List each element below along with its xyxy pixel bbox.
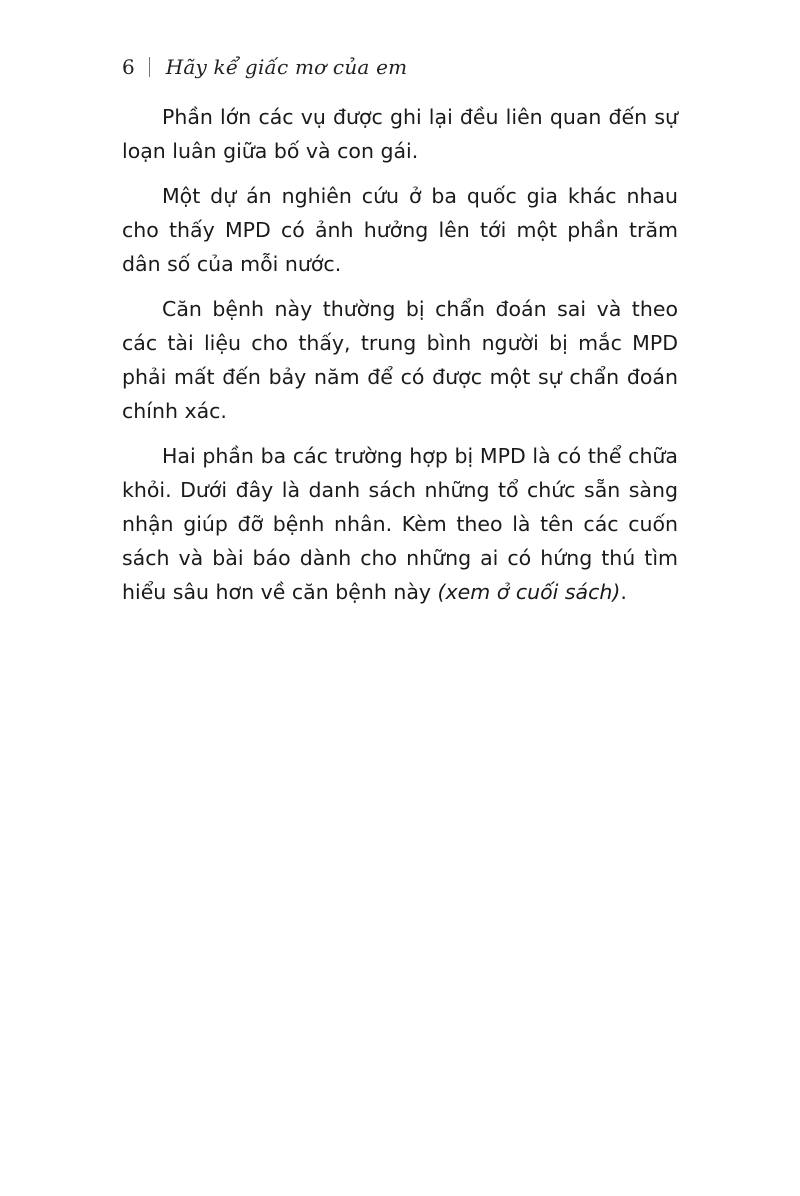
- paragraph-4-italic-note: (xem ở cuối sách): [437, 580, 621, 604]
- paragraph-2: Một dự án nghiên cứu ở ba quốc gia khác nhau cho thấy MPD có ảnh hưởng lên tới một phần trăm dân số của mỗi nước.: [122, 184, 678, 276]
- paragraph-4-end: .: [620, 580, 627, 604]
- paragraph-4-text: Hai phần ba các trường hợp bị MPD là có thể chữa khỏi. Dưới đây là danh sách những tổ chức sẵn sàng nhận giúp đỡ bệnh nhân. Kèm theo là tên các cuốn sách và bài báo dành cho những ai có hứng thú tìm hiểu sâu hơn về căn bệnh này: [122, 444, 678, 604]
- running-header: [122, 52, 407, 82]
- paragraph-1: Phần lớn các vụ được ghi lại đều liên quan đến sự loạn luân giữa bố và con gái.: [122, 105, 678, 163]
- body-text: [122, 100, 678, 620]
- paragraph-3: Căn bệnh này thường bị chẩn đoán sai và theo các tài liệu cho thấy, trung bình người bị mắc MPD phải mất đến bảy năm để có được một sự chẩn đoán chính xác.: [122, 297, 678, 423]
- paragraph-4: [122, 439, 678, 609]
- book-title: Hãy kể giấc mơ của em: [165, 55, 408, 79]
- page-number: 6: [122, 55, 135, 79]
- header-divider: [149, 57, 150, 77]
